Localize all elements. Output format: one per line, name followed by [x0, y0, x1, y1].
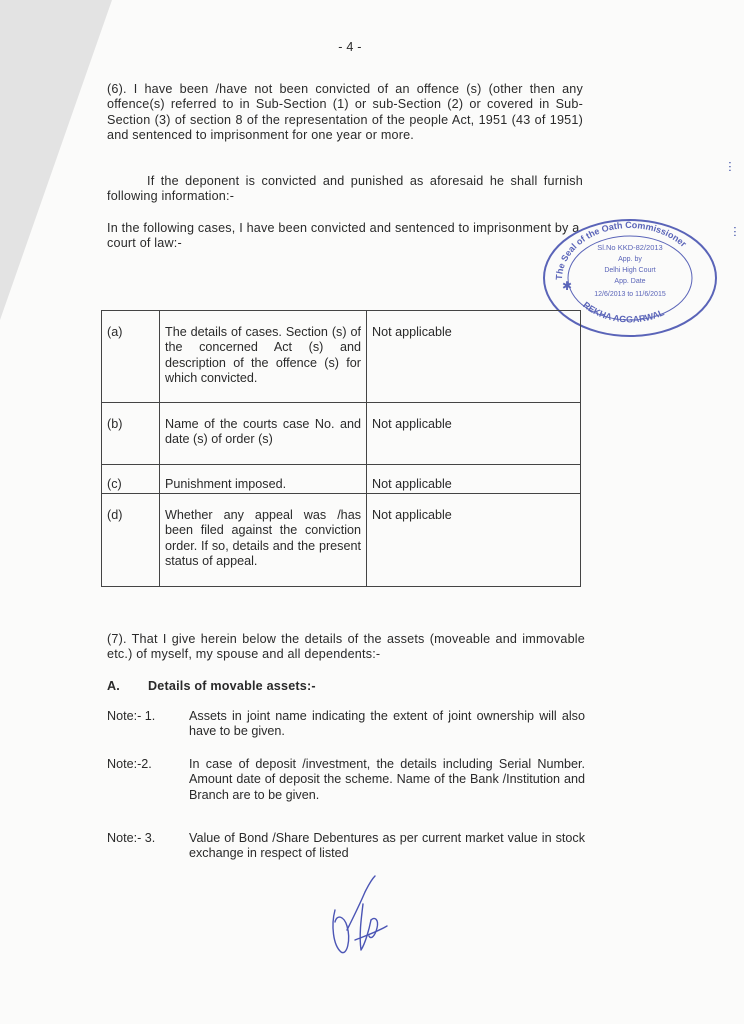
- paragraph-6: (6). I have been /have not been convicted of an offence (s) (other then any offence(s) referred to in Sub-Section (1) or sub-Section (2) or covered in Sub-Section (3) of section 8 of the representation of the people Act, 1951 (43 of 1951) and sentenced to imprisonment for one year or more.: [107, 82, 583, 143]
- seal-line-3: Delhi High Court: [604, 267, 656, 274]
- edge-mark-icon: ⵗ: [728, 160, 732, 174]
- seal-star-icon: ✱: [562, 279, 573, 293]
- row-description: Whether any appeal was /has been filed against the conviction order. If so, details and the present status of appeal.: [160, 494, 367, 587]
- row-label: (a): [102, 311, 160, 403]
- signature: [325, 870, 395, 960]
- edge-mark-icon: ⵗ: [733, 225, 737, 239]
- table-row: [102, 311, 581, 403]
- conviction-table: [101, 310, 581, 587]
- row-value: Not applicable: [367, 311, 581, 403]
- row-description: Punishment imposed.: [160, 465, 367, 494]
- seal-line-5: 12/6/2013 to 11/6/2015: [594, 291, 666, 298]
- note-3-text: Value of Bond /Share Debentures as per current market value in stock exchange in respect of listed: [189, 831, 585, 861]
- page-number: - 4 -: [338, 40, 362, 54]
- note-2-label: Note:-2.: [107, 757, 152, 771]
- table-row: [102, 494, 581, 587]
- section-a-letter: A.: [107, 679, 120, 693]
- section-a-title: Details of movable assets:-: [148, 679, 316, 693]
- note-2-text: In case of deposit /investment, the details including Serial Number. Amount date of deposit the scheme. Name of the Bank /Institution and Branch are to be given.: [189, 757, 585, 802]
- seal-arc-top: The Seal of the Oath Commissioner: [553, 219, 689, 281]
- paragraph-furnish: If the deponent is convicted and punished as aforesaid he shall furnish following information:-: [107, 174, 583, 204]
- row-label: (c): [102, 465, 160, 494]
- row-description: Name of the courts case No. and date (s) of order (s): [160, 403, 367, 465]
- row-description: The details of cases. Section (s) of the concerned Act (s) and description of the offence (s) for which convicted.: [160, 311, 367, 403]
- note-3-label: Note:- 3.: [107, 831, 156, 845]
- row-value: Not applicable: [367, 465, 581, 494]
- note-1-label: Note:- 1.: [107, 709, 156, 723]
- svg-text:REKHA AGGARWAL: [581, 300, 666, 325]
- paragraph-cases: In the following cases, I have been convicted and sentenced to imprisonment by a court of law:-: [107, 221, 580, 251]
- seal-line-4: App. Date: [614, 278, 646, 285]
- row-label: (b): [102, 403, 160, 465]
- seal-line-2: App. by: [618, 256, 642, 263]
- table-row: [102, 465, 581, 494]
- table-row: [102, 403, 581, 465]
- row-value: Not applicable: [367, 494, 581, 587]
- seal-arc-bottom: REKHA AGGARWAL: [581, 299, 666, 325]
- seal-line-1: Sl.No KKD-82/2013: [597, 243, 663, 252]
- paragraph-7: (7). That I give herein below the details of the assets (moveable and immovable etc.) of myself, my spouse and all dependents:-: [107, 632, 585, 662]
- row-label: (d): [102, 494, 160, 587]
- row-value: Not applicable: [367, 403, 581, 465]
- note-1-text: Assets in joint name indicating the extent of joint ownership will also have to be given.: [189, 709, 585, 739]
